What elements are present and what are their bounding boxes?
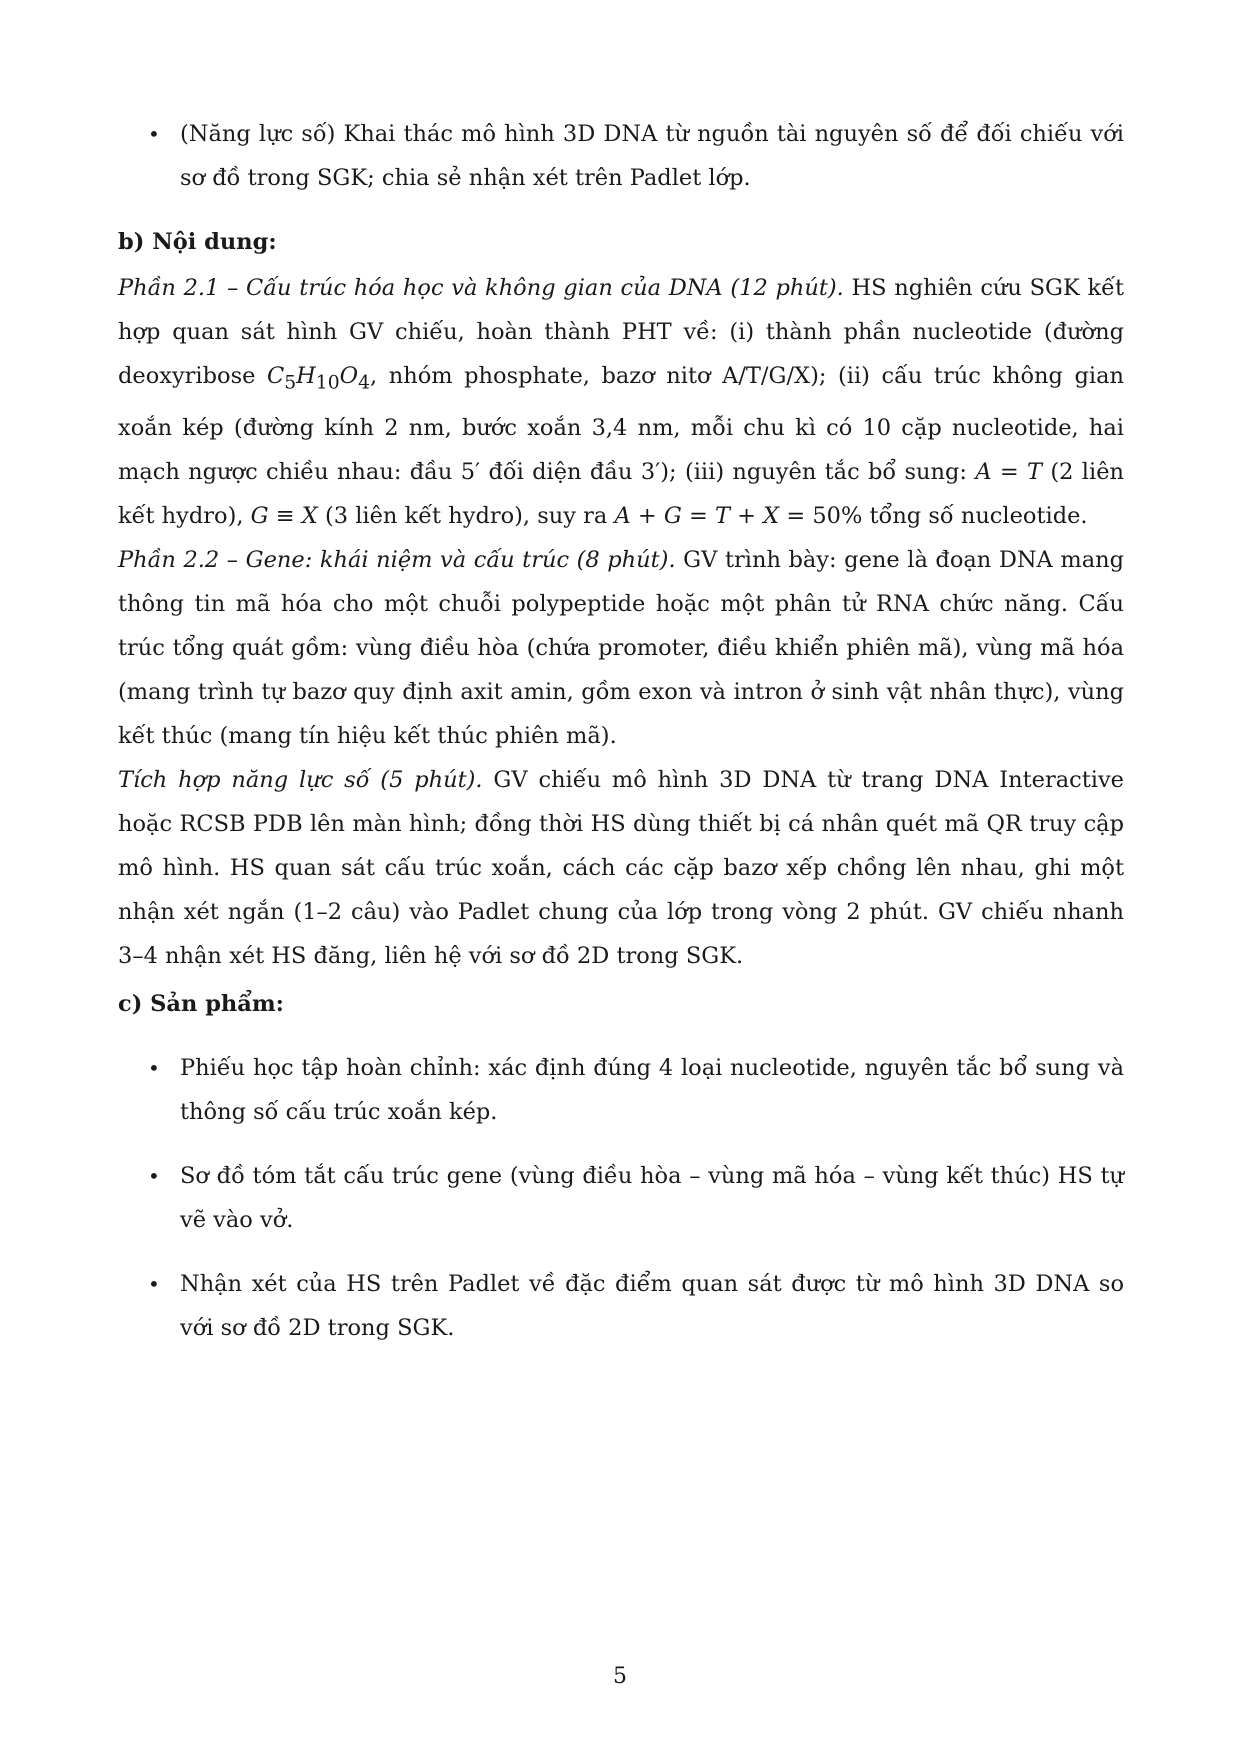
equation-g-x: G ≡ X <box>250 502 318 529</box>
page-number: 5 <box>613 1664 627 1689</box>
product-item: • Nhận xét của HS trên Padlet về đặc điểm quan sát được từ mô hình 3D DNA so với sơ đồ 2D trong SGK. <box>118 1262 1124 1350</box>
formula-o: O <box>339 363 359 389</box>
formula-c: C <box>266 363 285 389</box>
formula-c-sub: 5 <box>284 372 297 394</box>
equation-sum: A + G = T + X <box>614 502 780 529</box>
product-item: • Sơ đồ tóm tắt cấu trúc gene (vùng điều hòa – vùng mã hóa – vùng kết thúc) HS tự vẽ vào vở. <box>118 1154 1124 1242</box>
products-bullet-list <box>118 1046 1124 1350</box>
digital-lead: Tích hợp năng lực số (5 phút). <box>118 766 483 793</box>
digital-text: GV chiếu mô hình 3D DNA từ trang DNA Interactive hoặc RCSB PDB lên màn hình; đồng thời HS dùng thiết bị cá nhân quét mã QR truy cập mô hình. HS quan sát cấu trúc xoắn, cách các cặp bazơ xếp chồng lên nhau, ghi một nhận xét ngắn (1–2 câu) vào Padlet chung của lớp trong vòng 2 phút. GV chiếu nhanh 3–4 nhận xét HS đăng, liên hệ với sơ đồ 2D trong SGK. <box>118 766 1124 969</box>
part-2-1-text-1: HS nghiên cứu SGK kết hợp quan sát hình GV chiếu, hoàn thành PHT về: (i) thành phần nucleotide (đường deoxyribose <box>118 275 1124 389</box>
part-2-1-text-2: , nhóm phosphate, bazơ nitơ A/T/G/X); (ii) cấu trúc không gian xoắn kép (đường kính 2 nm, bước xoắn 3,4 nm, mỗi chu kì có 10 cặp nucleotide, hai mạch ngược chiều nhau: đầu 5′ đối diện đầu 3′); (iii) nguyên tắc bổ sung: <box>118 363 1124 485</box>
formula-h-sub: 10 <box>315 372 340 394</box>
section-c-heading: c) Sản phẩm: <box>118 990 284 1017</box>
part-2-1-text-5: = 50% tổng số nucleotide. <box>779 502 1088 529</box>
intro-bullet-list <box>118 112 1124 200</box>
paragraph-part-2-1 <box>118 266 1124 538</box>
product-item: • Phiếu học tập hoàn chỉnh: xác định đúng 4 loại nucleotide, nguyên tắc bổ sung và thông số cấu trúc xoắn kép. <box>118 1046 1124 1134</box>
section-b-heading: b) Nội dung: <box>118 229 277 255</box>
formula-h: H <box>296 363 316 389</box>
equation-a-t: A = T <box>975 458 1043 485</box>
formula-o-sub: 4 <box>358 372 371 394</box>
part-2-1-lead: Phần 2.1 – Cấu trúc hóa học và không gian của DNA (12 phút). <box>118 275 844 301</box>
page-content <box>118 112 1124 1370</box>
paragraph-part-2-2 <box>118 538 1124 758</box>
part-2-2-text: GV trình bày: gene là đoạn DNA mang thông tin mã hóa cho một chuỗi polypeptide hoặc một phân tử RNA chức năng. Cấu trúc tổng quát gồm: vùng điều hòa (chứa promoter, điều khiển phiên mã), vùng mã hóa (mang trình tự bazơ quy định axit amin, gồm exon và intron ở sinh vật nhân thực), vùng kết thúc (mang tín hiệu kết thúc phiên mã). <box>118 546 1125 749</box>
intro-bullet-item: • (Năng lực số) Khai thác mô hình 3D DNA từ nguồn tài nguyên số để đối chiếu với sơ đồ trong SGK; chia sẻ nhận xét trên Padlet lớp. <box>118 112 1124 200</box>
part-2-1-text-3: (2 liên kết hydro), <box>118 458 1124 529</box>
part-2-2-lead: Phần 2.2 – Gene: khái niệm và cấu trúc (8 phút). <box>118 546 676 573</box>
part-2-1-text-4: (3 liên kết hydro), suy ra <box>317 502 615 529</box>
paragraph-digital-integration <box>118 758 1124 978</box>
